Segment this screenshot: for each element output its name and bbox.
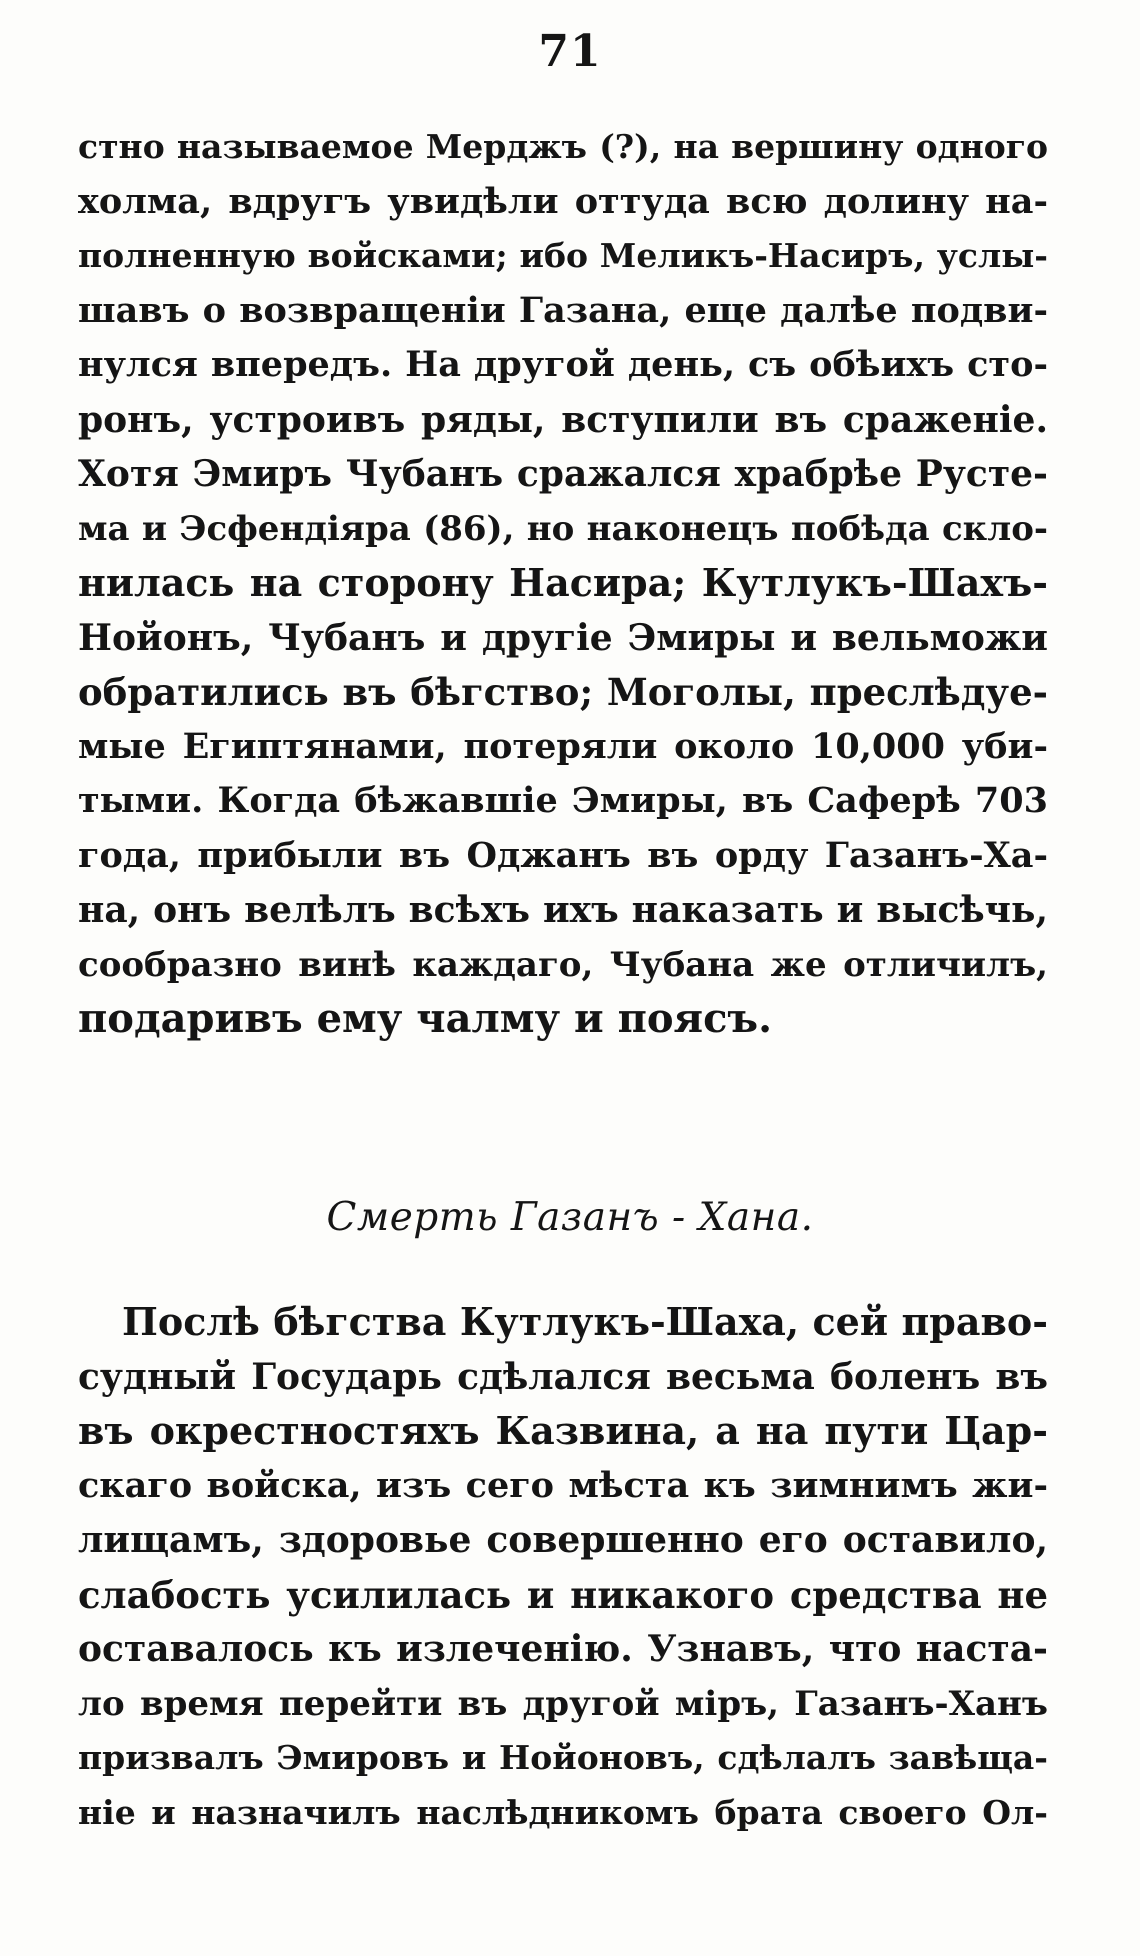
text-line: полненную войсками; ибо Меликъ-Насиръ, услы-: [78, 236, 1048, 275]
text-line: Хотя Эмиръ Чубанъ сражался храбрѣе Рустe-: [78, 453, 1048, 495]
text-line: ло время перейти въ другой міръ, Газанъ-Ханъ: [78, 1683, 1048, 1724]
text-line: ніе и назначилъ наслѣдникомъ брата своего Ол-: [78, 1792, 1048, 1832]
paragraph-death-of-ghazan: [78, 1295, 1048, 1840]
text-line: мые Египтянами, потеряли около 10,000 уби-: [78, 725, 1048, 767]
paragraph-battle: [78, 120, 1048, 1047]
text-line: слабость усилилась и никакого средства не: [78, 1572, 1048, 1617]
text-line: ма и Эсфендіяра (86), но наконецъ побѣда скло-: [78, 508, 1048, 549]
text-line: холма, вдругъ увидѣли оттуда всю долину на-: [78, 180, 1048, 222]
text-line: года, прибыли въ Оджанъ въ орду Газанъ-Ха-: [78, 834, 1048, 876]
text-line: нулся впередъ. На другой день, съ обѣихъ сто-: [78, 344, 1048, 385]
text-line: призвалъ Эмировъ и Нойоновъ, сдѣлалъ завѣща-: [78, 1738, 1048, 1777]
text-line: на, онъ велѣлъ всѣхъ ихъ наказать и высѣчь,: [78, 889, 1048, 931]
text-line: обратились въ бѣгство; Моголы, преслѣдуе-: [78, 670, 1048, 714]
text-line: подаривъ ему чалму и поясъ.: [78, 995, 773, 1042]
text-line: Нойонъ, Чубанъ и другіе Эмиры и вельможи: [78, 616, 1048, 659]
text-line: оставалось къ излеченію. Узнавъ, что наста-: [78, 1628, 1048, 1670]
text-line: шавъ о возвращеніи Газана, еще далѣе подви-: [78, 289, 1048, 331]
page-number: 71: [538, 26, 602, 77]
text-line: тыми. Когда бѣжавшіе Эмиры, въ Саферѣ 703: [78, 780, 1048, 821]
text-line: ронъ, устроивъ ряды, вступили въ сраженіе.: [78, 398, 1048, 441]
text-line: судный Государь сдѣлался весьма боленъ въ: [78, 1355, 1048, 1398]
text-line: сообразно винѣ каждаго, Чубана же отличилъ,: [78, 944, 1048, 985]
text-line: лищамъ, здоровье совершенно его оставило,: [78, 1519, 1048, 1561]
text-line: Послѣ бѣгства Кутлукъ-Шаха, сей право-: [122, 1299, 1048, 1344]
text-line: скаго войска, изъ сего мѣста къ зимнимъ жи-: [78, 1464, 1048, 1506]
text-line: въ окрестностяхъ Казвина, а на пути Цар-: [78, 1408, 1048, 1453]
section-heading: Смерть Газанъ - Хана.: [326, 1195, 814, 1240]
text-line: стно называемое Мерджъ (?), на вершину одного: [78, 127, 1048, 166]
text-line: нилась на сторону Насира; Кутлукъ-Шахъ-: [78, 560, 1048, 605]
